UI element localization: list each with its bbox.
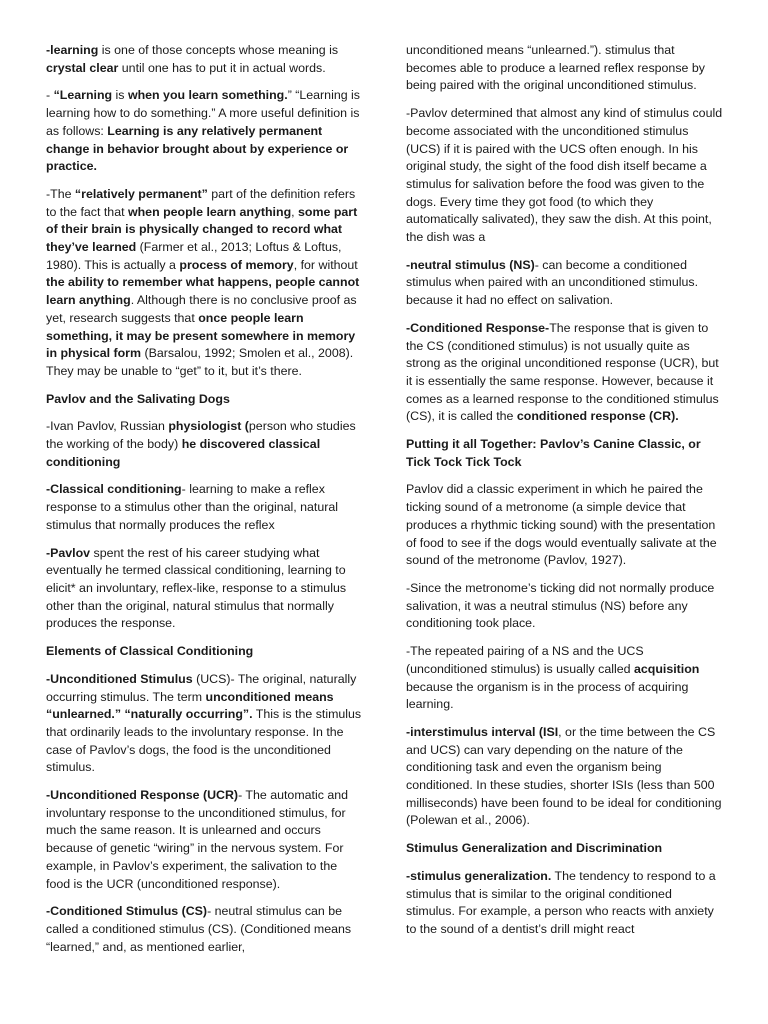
- paragraph: [406, 42, 724, 95]
- section-heading: [46, 643, 364, 661]
- bold-text: physiologist (: [168, 419, 249, 434]
- paragraph: [406, 580, 724, 633]
- bold-text: -learning: [46, 43, 99, 57]
- bold-text: Pavlov and the Salivating Dogs: [46, 391, 230, 406]
- text-run: is: [112, 88, 128, 103]
- text-run: (Farmer et al., 2013; Loftus & Loftus, 1980). This is actually a: [46, 240, 342, 272]
- left-column: [46, 42, 364, 966]
- paragraph: [406, 643, 724, 714]
- section-heading: [406, 436, 724, 471]
- paragraph: [406, 868, 724, 939]
- bold-text: -Conditioned Response-: [406, 320, 550, 335]
- text-run: , for without: [293, 257, 358, 272]
- paragraph: [46, 87, 364, 176]
- bold-text: -neutral stimulus (NS): [406, 257, 535, 272]
- bold-text: Learning is any relatively permanent change in behavior brought about by experience or practice.: [46, 123, 349, 174]
- text-run: - can become a conditioned stimulus when paired with an unconditioned stimulus. because it had no effect on salivation.: [406, 257, 699, 308]
- bold-text: the ability to remember what happens, people cannot learn anything: [46, 275, 360, 308]
- text-run: Pavlov did a classic experiment in which he paired the ticking sound of a metronome (a simple device that produces a rhythmic ticking sound) with the presentation of food to see if the dogs would eventually salivate at the sound of the metronome (Pavlov, 1927).: [406, 482, 717, 568]
- text-run: . Although there is no conclusive proof as yet, research suggests that: [46, 293, 357, 325]
- bold-text: process of memory: [179, 257, 294, 272]
- bold-text: Stimulus Generalization and Discrimination: [406, 841, 663, 856]
- bold-text: -Conditioned Stimulus (CS): [46, 904, 208, 919]
- paragraph: [46, 418, 364, 471]
- text-run: spent the rest of his career studying what eventually he termed classical conditioning, learning to elicit* an involuntary, reflex-like, response to a stimulus other than the original, natural stimulus that normally produces the response.: [46, 545, 347, 631]
- text-run: , or the time between the CS and UCS) can vary depending on the nature of the conditioning task and even the organism being conditioned. In these studies, shorter ISIs (less than 500 milliseconds) have been found to be ideal for conditioning (Polewan et al., 2006).: [406, 724, 722, 828]
- bold-text: -Classical conditioning: [46, 482, 182, 497]
- text-run: This is the stimulus that ordinarily leads to the involuntary response. In the case of Pavlov’s dogs, the food is the unconditioned stimulus.: [46, 707, 362, 775]
- text-run: ,: [291, 204, 299, 219]
- paragraph: [46, 481, 364, 534]
- bold-text: he discovered classical conditioning: [46, 437, 321, 469]
- bold-text: conditioned response (CR).: [516, 409, 679, 424]
- bold-text: -Pavlov: [46, 545, 91, 560]
- text-run: -Since the metronome’s ticking did not normally produce salivation, it was a neutral stimulus (NS) before any conditioning took place.: [406, 580, 715, 631]
- bold-text: Elements of Classical Conditioning: [46, 644, 254, 659]
- text-run: because the organism is in the process of acquiring learning.: [406, 679, 689, 712]
- text-run: ” “Learning is learning how to do something.” A more useful definition is as follows:: [46, 88, 360, 138]
- text-run: The response that is given to the CS (conditioned stimulus) is not usually quite as strong as the original unconditioned response (UCR), but it is essentially the same response. However, because it comes as a learned response to the conditioned stimulus (CS), it is called the: [406, 320, 719, 424]
- bold-text: -stimulus generalization.: [406, 868, 552, 883]
- text-run: -Pavlov determined that almost any kind of stimulus could become associated with the unconditioned stimulus (UCS) if it is paired with the UCS often enough. In his original study, the sight of the food dish itself became a stimulus for salivation before the food was given to the dogs. Every time they got food (to which they automatically salivated), they saw the dish. At this point, the dish was a: [406, 106, 723, 245]
- text-run: part of the definition refers to the fact that: [46, 186, 356, 219]
- text-run: -The repeated pairing of a NS and the UCS (unconditioned stimulus) is usually called: [406, 644, 644, 676]
- text-run: unconditioned means “unlearned.”). stimulus that becomes able to produce a learned reflex response by being paired with the original unconditioned stimulus.: [406, 43, 705, 93]
- bold-text: unconditioned means “unlearned.” “naturally occurring”.: [46, 689, 334, 722]
- bold-text: -Unconditioned Stimulus: [46, 671, 193, 686]
- paragraph: [46, 186, 364, 381]
- bold-text: -Unconditioned Response (UCR): [46, 788, 239, 803]
- paragraph: [406, 724, 724, 830]
- bold-text: -interstimulus interval (ISI: [406, 724, 559, 739]
- paragraph: [46, 903, 364, 956]
- paragraph: [406, 481, 724, 570]
- section-heading: [46, 391, 364, 409]
- text-run: is one of those concepts whose meaning is: [98, 43, 339, 57]
- bold-text: acquisition: [633, 661, 700, 676]
- bold-text: crystal clear: [46, 60, 119, 75]
- text-run: -Ivan Pavlov, Russian: [46, 419, 169, 434]
- section-heading: [406, 840, 724, 858]
- bold-text: when you learn something.: [127, 88, 288, 103]
- text-run: -: [46, 88, 54, 103]
- paragraph: [406, 320, 724, 426]
- text-run: The tendency to respond to a stimulus that is similar to the original conditioned stimulus. For example, a person who reacts with anxiety to the sound of a dentist’s drill might react: [406, 868, 716, 936]
- paragraph: [46, 787, 364, 893]
- text-run: -The: [46, 186, 75, 201]
- text-run: - learning to make a reflex response to a stimulus other than the original, natural stimulus that normally produces the reflex: [46, 482, 339, 532]
- paragraph: [46, 42, 364, 77]
- text-run: until one has to put it in actual words.: [118, 60, 326, 75]
- paragraph: [46, 545, 364, 634]
- bold-text: when people learn anything: [127, 204, 292, 219]
- text-run: - The automatic and involuntary response to the unconditioned stimulus, for much the same reason. It is unlearned and occurs because of genetic “wiring” in the nervous system. For example, in Pavlov’s experiment, the salivation to the food is the UCR (unconditioned response).: [46, 788, 349, 891]
- right-column: [406, 42, 724, 949]
- text-run: person who studies the working of the body): [46, 419, 356, 452]
- paragraph: [406, 257, 724, 310]
- paragraph: [406, 105, 724, 247]
- paragraph: [46, 671, 364, 777]
- bold-text: “relatively permanent”: [74, 186, 208, 201]
- text-run: - neutral stimulus can be called a conditioned stimulus (CS). (Conditioned means “learned,” and, as mentioned earlier,: [46, 904, 352, 954]
- bold-text: some part of their brain is physically changed to record what they’ve learned: [46, 204, 358, 255]
- bold-text: Putting it all Together: Pavlov’s Canine Classic, or Tick Tock Tick Tock: [406, 437, 701, 469]
- text-run: (UCS)- The original, naturally occurring stimulus. The term: [46, 671, 357, 704]
- bold-text: “Learning: [53, 88, 113, 103]
- bold-text: once people learn something, it may be present somewhere in memory in physical form: [46, 310, 356, 361]
- text-run: (Barsalou, 1992; Smolen et al., 2008). They may be unable to “get” to it, but it’s there.: [46, 346, 354, 378]
